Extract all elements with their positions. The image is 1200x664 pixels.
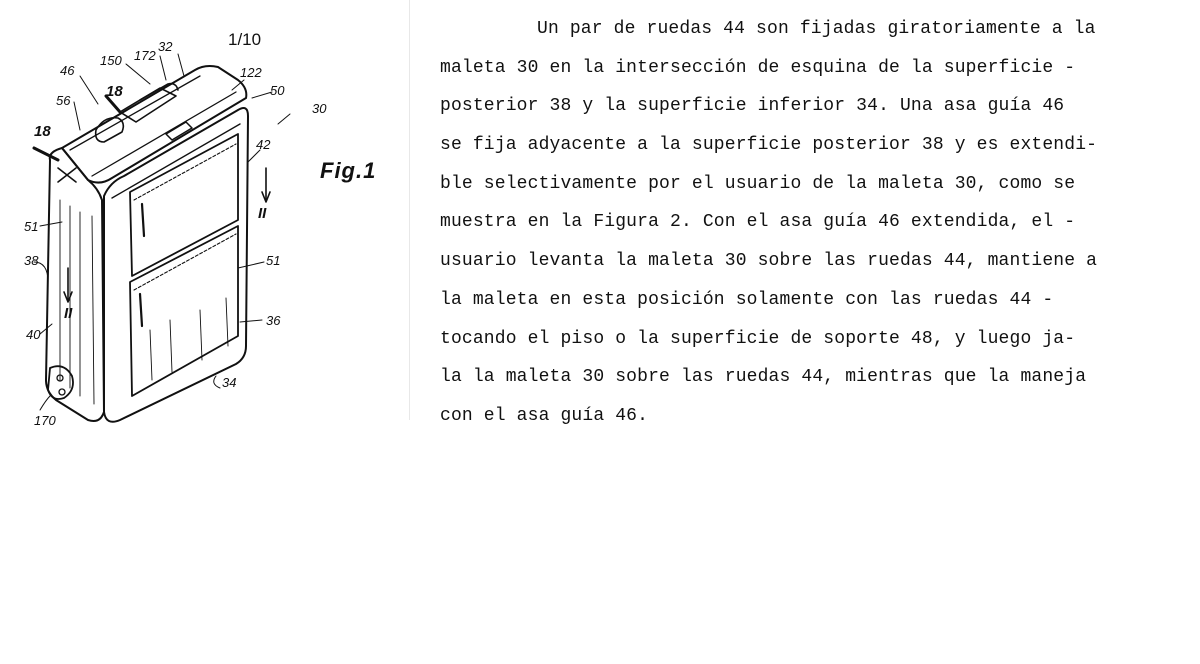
sheet-number: 1/10 xyxy=(228,30,262,49)
text-line: ble selectivamente por el usuario de la maleta 30, como se xyxy=(440,173,1076,194)
ref-label-40: 40 xyxy=(26,327,41,342)
text-line: con el asa guía 46. xyxy=(440,405,649,426)
ref-label-32: 32 xyxy=(158,39,173,54)
text-line: la la maleta 30 sobre las ruedas 44, mientras que la maneja xyxy=(440,367,1087,388)
text-line: muestra en la Figura 2. Con el asa guía 46 extendida, el - xyxy=(440,212,1076,233)
ref-label-46: 46 xyxy=(60,63,75,78)
ref-label-51-right: 51 xyxy=(266,253,281,268)
patent-figure xyxy=(0,0,410,440)
ref-label-122: 122 xyxy=(240,65,262,80)
ref-label-38: 38 xyxy=(24,253,39,268)
ref-label-18-top: 18 xyxy=(106,83,123,100)
ref-label-170: 170 xyxy=(34,413,56,428)
ref-label-172: 172 xyxy=(134,48,156,63)
ref-label-36: 36 xyxy=(266,313,281,328)
text-line: posterior 38 y la superficie inferior 34. Una asa guía 46 xyxy=(440,96,1065,117)
text-line: tocando el piso o la superficie de soporte 48, y luego ja- xyxy=(440,328,1076,349)
ref-label-150: 150 xyxy=(100,53,122,68)
text-line: maleta 30 en la intersección de esquina de la superficie - xyxy=(440,57,1076,78)
description-paragraph xyxy=(440,10,1180,436)
text-line: usuario levanta la maleta 30 sobre las ruedas 44, mantiene a xyxy=(440,251,1098,272)
text-line: Un par de ruedas 44 son fijadas giratoriamente a la xyxy=(537,19,1096,39)
ref-label-ii-left: II xyxy=(64,305,73,322)
ref-label-18-left: 18 xyxy=(34,123,51,140)
ref-label-30: 30 xyxy=(312,101,327,116)
ref-label-42: 42 xyxy=(256,137,271,152)
ref-label-50: 50 xyxy=(270,83,285,98)
text-line: la maleta en esta posición solamente con las ruedas 44 - xyxy=(440,289,1054,310)
ref-label-56: 56 xyxy=(56,93,71,108)
ref-label-34: 34 xyxy=(222,375,237,390)
ref-label-51-left: 51 xyxy=(24,219,39,234)
ref-label-ii-right: II xyxy=(258,205,267,222)
figure-caption: Fig.1 xyxy=(320,158,377,183)
text-line: se fija adyacente a la superficie posterior 38 y es extendi- xyxy=(440,135,1098,156)
